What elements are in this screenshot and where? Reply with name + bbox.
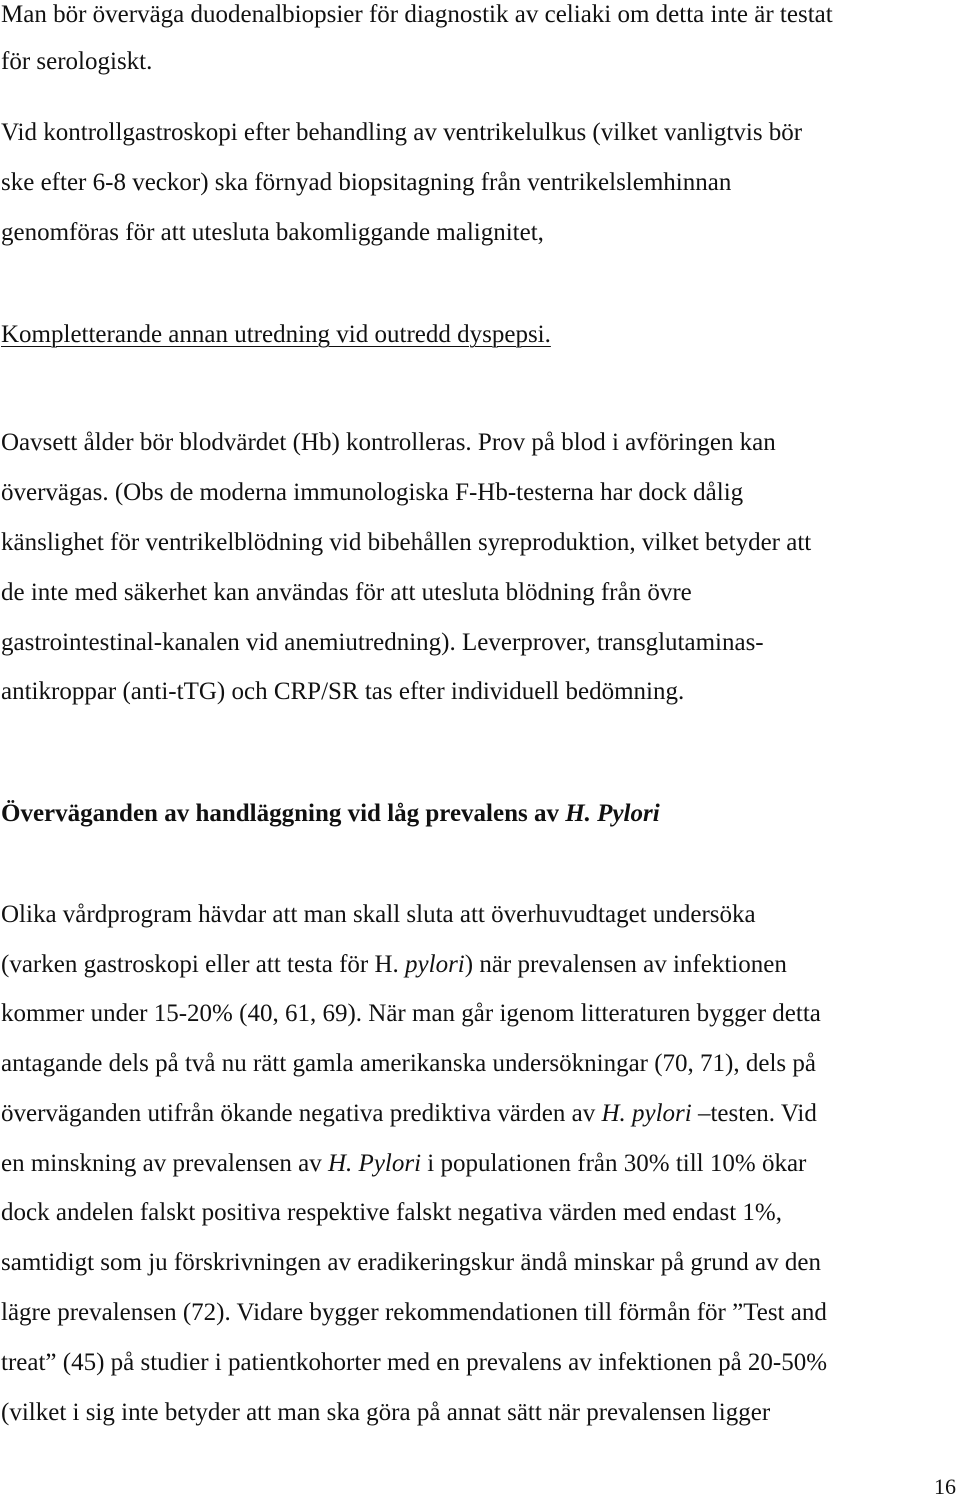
paragraph-3-line-3: känslighet för ventrikelblödning vid bibehållen syreproduktion, vilket betyder att bbox=[1, 529, 812, 556]
p4-l5-text-b: –testen. Vid bbox=[691, 1100, 817, 1127]
page-number: 16 bbox=[934, 1474, 956, 1499]
p4-l6-italic: H. Pylori bbox=[328, 1150, 422, 1177]
paragraph-3-line-1: Oavsett ålder bör blodvärdet (Hb) kontrolleras. Prov på blod i avföringen kan bbox=[1, 429, 776, 456]
paragraph-3-line-6: antikroppar (anti-tTG) och CRP/SR tas efter individuell bedömning. bbox=[1, 678, 685, 705]
paragraph-4-line-10: treat” (45) på studier i patientkohorter med en prevalens av infektionen på 20-50% bbox=[1, 1349, 828, 1376]
paragraph-4-line-6 bbox=[1, 1149, 806, 1179]
section-heading-text: Överväganden av handläggning vid låg prevalens av bbox=[1, 800, 566, 827]
paragraph-3-line-4: de inte med säkerhet kan användas för att utesluta blödning från övre bbox=[1, 579, 692, 606]
section-heading-italic: H. Pylori bbox=[565, 800, 660, 827]
paragraph-3-line-5: gastrointestinal-kanalen vid anemiutredning). Leverprover, transglutaminas- bbox=[1, 629, 764, 656]
paragraph-4-line-9: lägre prevalensen (72). Vidare bygger rekommendationen till förmån för ”Test and bbox=[1, 1299, 827, 1326]
paragraph-4-line-7: dock andelen falskt positiva respektive falskt negativa värden med endast 1%, bbox=[1, 1199, 782, 1226]
paragraph-1-line-1: Man bör överväga duodenalbiopsier för diagnostik av celiaki om detta inte är testat bbox=[1, 1, 833, 28]
paragraph-4-line-4: antagande dels på två nu rätt gamla amerikanska undersökningar (70, 71), dels på bbox=[1, 1050, 817, 1077]
section-heading bbox=[1, 799, 660, 829]
paragraph-4-line-2 bbox=[1, 950, 787, 980]
paragraph-2-line-2: ske efter 6-8 veckor) ska förnyad biopsitagning från ventrikelslemhinnan bbox=[1, 169, 732, 196]
p4-l2-text-a: (varken gastroskopi eller att testa för H. bbox=[1, 951, 406, 978]
paragraph-2-line-3: genomföras för att utesluta bakomliggande malignitet, bbox=[1, 219, 544, 246]
p4-l5-italic: H. pylori bbox=[601, 1100, 692, 1127]
paragraph-1-line-2: för serologiskt. bbox=[1, 48, 153, 75]
paragraph-4-line-8: samtidigt som ju förskrivningen av eradikeringskur ändå minskar på grund av den bbox=[1, 1249, 821, 1276]
p4-l6-text-b: i populationen från 30% till 10% ökar bbox=[421, 1150, 807, 1177]
paragraph-4-line-5 bbox=[1, 1099, 817, 1129]
p4-l2-italic: pylori bbox=[405, 951, 465, 978]
paragraph-4-line-11: (vilket i sig inte betyder att man ska göra på annat sätt när prevalensen ligger bbox=[1, 1399, 771, 1426]
p4-l2-text-b: ) när prevalensen av infektionen bbox=[464, 951, 787, 978]
p4-l5-text-a: överväganden utifrån ökande negativa prediktiva värden av bbox=[1, 1100, 602, 1127]
paragraph-3-line-2: övervägas. (Obs de moderna immunologiska F-Hb-testerna har dock dålig bbox=[1, 479, 744, 506]
paragraph-4-line-3: kommer under 15-20% (40, 61, 69). När man går igenom litteraturen bygger detta bbox=[1, 1000, 821, 1027]
paragraph-2-line-1: Vid kontrollgastroskopi efter behandling av ventrikelulkus (vilket vanligtvis bör bbox=[1, 119, 803, 146]
subheading-dyspepsi: Kompletterande annan utredning vid outredd dyspepsi. bbox=[1, 321, 551, 348]
p4-l6-text-a: en minskning av prevalensen av bbox=[1, 1150, 328, 1177]
paragraph-4-line-1: Olika vårdprogram hävdar att man skall sluta att överhuvudtaget undersöka bbox=[1, 901, 756, 928]
